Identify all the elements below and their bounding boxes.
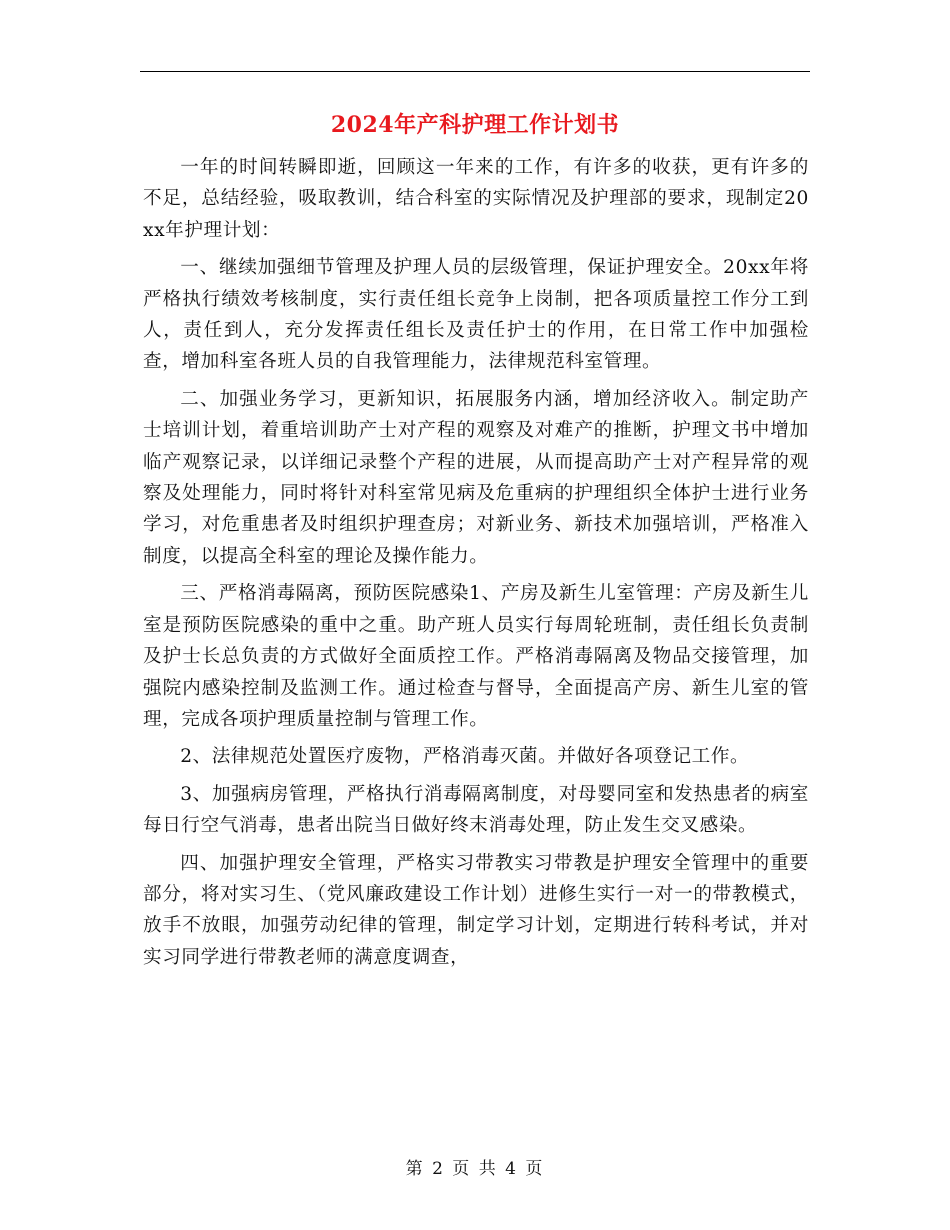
document-body xyxy=(143,152,809,979)
paragraph-section-3: 三、严格消毒隔离，预防医院感染1、产房及新生儿室管理：产房及新生儿室是预防医院感染的重中之重。助产班人员实行每周轮班制，责任组长负责制及护士长总负责的方式做好全面质控工作。严格消毒隔离及物品交接管理，加强院内感染控制及监测工作。通过检查与督导，全面提高产房、新生儿室的管理，完成各项护理质量控制与管理工作。 xyxy=(143,583,809,730)
paragraph-section-1: 一、继续加强细节管理及护理人员的层级管理，保证护理安全。20xx年将严格执行绩效考核制度，实行责任组长竞争上岗制，把各项质量控工作分工到人，责任到人，充分发挥责任组长及责任护士的作用，在日常工作中加强检查，增加科室各班人员的自我管理能力，法律规范科室管理。 xyxy=(143,257,809,373)
header-rule xyxy=(140,71,810,72)
document-title: 2024年产科护理工作计划书 xyxy=(330,112,620,138)
paragraph-section-3-item-2: 2、法律规范处置医疗废物，严格消毒灭菌。并做好各项登记工作。 xyxy=(180,746,750,768)
paragraph-section-4: 四、加强护理安全管理，严格实习带教实习带教是护理安全管理中的重要部分，将对实习生、（党风廉政建设工作计划）进修生实行一对一的带教模式，放手不放眼，加强劳动纪律的管理，制定学习计划，定期进行转科考试，并对实习同学进行带教老师的满意度调查， xyxy=(143,852,809,968)
page-number-footer: 第 2 页 共 4 页 xyxy=(405,1159,545,1179)
paragraph-section-3-item-3: 3、加强病房管理，严格执行消毒隔离制度，对母婴同室和发热患者的病室每日行空气消毒，患者出院当日做好终末消毒处理，防止发生交叉感染。 xyxy=(143,783,809,837)
paragraph-intro: 一年的时间转瞬即逝，回顾这一年来的工作，有许多的收获，更有许多的不足，总结经验，吸取教训，结合科室的实际情况及护理部的要求，现制定20xx年护理计划： xyxy=(143,157,809,241)
paragraph-section-2: 二、加强业务学习，更新知识，拓展服务内涵，增加经济收入。制定助产士培训计划，着重培训助产士对产程的观察及对难产的推断，护理文书中增加临产观察记录，以详细记录整个产程的进展，从而提高助产士对产程异常的观察及处理能力，同时将针对科室常见病及危重病的护理组织全体护士进行业务学习，对危重患者及时组织护理查房；对新业务、新技术加强培训，严格准入制度，以提高全科室的理论及操作能力。 xyxy=(143,388,809,567)
